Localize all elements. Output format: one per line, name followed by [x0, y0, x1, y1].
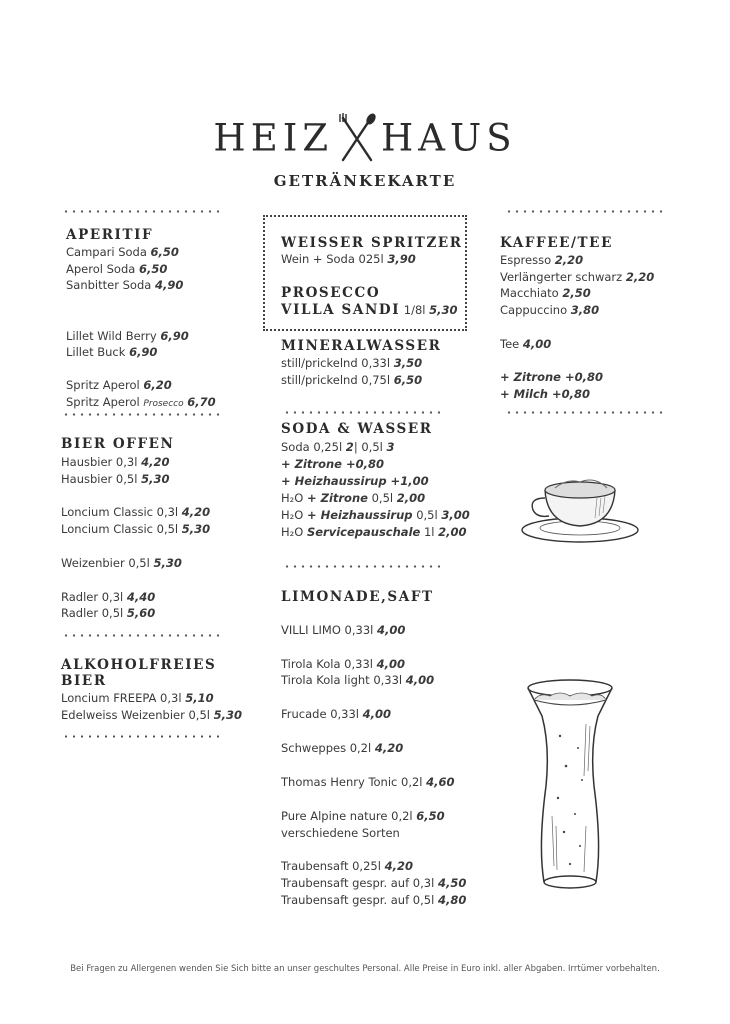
- section-title-prosecco: PROSECCO: [281, 285, 381, 301]
- list-item: Schweppes 0,2l 4,20: [281, 741, 404, 755]
- list-item: Edelweiss Weizenbier 0,5l 5,30: [61, 708, 242, 722]
- fork-knife-icon: [335, 112, 379, 164]
- list-item: Hausbier 0,5l 5,30: [61, 472, 170, 486]
- prosecco-line: VILLA SANDI 1/8l 5,30: [281, 302, 458, 318]
- brand-right: HAUS: [381, 116, 517, 160]
- logo: [0, 112, 730, 164]
- section-title-kaffee: KAFFEE/TEE: [500, 235, 613, 251]
- list-item: Tirola Kola 0,33l 4,00: [281, 657, 406, 671]
- divider: [283, 411, 443, 414]
- list-item: H₂O + Heizhaussirup 0,5l 3,00: [281, 508, 470, 522]
- list-item: verschiedene Sorten: [281, 826, 400, 840]
- list-item: Loncium Classic 0,3l 4,20: [61, 505, 211, 519]
- section-title-alkoholfrei-line2: BIER: [61, 673, 107, 689]
- list-item: Cappuccino 3,80: [500, 303, 600, 317]
- list-item: Tirola Kola light 0,33l 4,00: [281, 673, 435, 687]
- list-item: Soda 0,25l 2| 0,5l 3: [281, 440, 395, 454]
- list-item: Macchiato 2,50: [500, 286, 591, 300]
- menu-subtitle: GETRÄNKEKARTE: [273, 172, 457, 190]
- list-item: + Zitrone +0,80: [500, 370, 603, 384]
- list-item: VILLI LIMO 0,33l 4,00: [281, 623, 406, 637]
- list-item: Traubensaft gespr. auf 0,3l 4,50: [281, 876, 467, 890]
- list-item: Radler 0,5l 5,60: [61, 606, 156, 620]
- beer-glass-icon: [520, 676, 620, 898]
- list-item: H₂O Servicepauschale 1l 2,00: [281, 525, 467, 539]
- list-item: Pure Alpine nature 0,2l 6,50: [281, 809, 445, 823]
- list-item: Loncium FREEPA 0,3l 5,10: [61, 691, 214, 705]
- divider: [505, 210, 665, 213]
- list-item: Traubensaft 0,25l 4,20: [281, 859, 413, 873]
- section-title-spritzer: WEISSER SPRITZER: [281, 235, 463, 251]
- list-item: Traubensaft gespr. auf 0,5l 4,80: [281, 893, 467, 907]
- list-item: Lillet Buck 6,90: [66, 345, 158, 359]
- list-item: Thomas Henry Tonic 0,2l 4,60: [281, 775, 455, 789]
- list-item: Frucade 0,33l 4,00: [281, 707, 392, 721]
- section-title-mineralwasser: MINERALWASSER: [281, 338, 442, 354]
- coffee-cup-icon: [515, 468, 645, 548]
- divider: [62, 413, 224, 416]
- section-title-aperitif: APERITIF: [66, 227, 154, 243]
- section-title-soda: SODA & WASSER: [281, 421, 433, 437]
- section-title-bier-offen: BIER OFFEN: [61, 436, 175, 452]
- list-item: Lillet Wild Berry 6,90: [66, 329, 189, 343]
- list-item: + Zitrone +0,80: [281, 457, 384, 471]
- list-item: H₂O + Zitrone 0,5l 2,00: [281, 491, 426, 505]
- section-title-limonade: LIMONADE,SAFT: [281, 589, 434, 605]
- brand-left: HEIZ: [213, 116, 334, 160]
- divider: [62, 210, 224, 213]
- list-item: still/prickelnd 0,75l 6,50: [281, 373, 423, 387]
- list-item: Spritz Aperol Prosecco 6,70: [66, 395, 216, 409]
- list-item: Hausbier 0,3l 4,20: [61, 455, 170, 469]
- list-item: + Heizhaussirup +1,00: [281, 474, 429, 488]
- divider: [62, 735, 224, 738]
- list-item: Tee 4,00: [500, 337, 552, 351]
- list-item: Radler 0,3l 4,40: [61, 590, 156, 604]
- footer-note: Bei Fragen zu Allergenen wenden Sie Sich bitte an unser geschultes Personal. Alle Preise in Euro inkl. aller Abgaben. Irrtümer vorbehalten.: [70, 964, 660, 974]
- list-item: still/prickelnd 0,33l 3,50: [281, 356, 423, 370]
- list-item: Spritz Aperol 6,20: [66, 378, 172, 392]
- list-item: Loncium Classic 0,5l 5,30: [61, 522, 211, 536]
- list-item: Weizenbier 0,5l 5,30: [61, 556, 182, 570]
- divider: [283, 565, 443, 568]
- list-item: Verlängerter schwarz 2,20: [500, 270, 655, 284]
- list-item: Campari Soda 6,50: [66, 245, 179, 259]
- divider: [505, 411, 665, 414]
- list-item: Aperol Soda 6,50: [66, 262, 168, 276]
- list-item: Sanbitter Soda 4,90: [66, 278, 184, 292]
- list-item: Wein + Soda 025l 3,90: [281, 252, 416, 266]
- divider: [62, 634, 224, 637]
- list-item: + Milch +0,80: [500, 387, 590, 401]
- section-title-alkoholfrei: ALKOHOLFREIES: [61, 657, 217, 673]
- list-item: Espresso 2,20: [500, 253, 584, 267]
